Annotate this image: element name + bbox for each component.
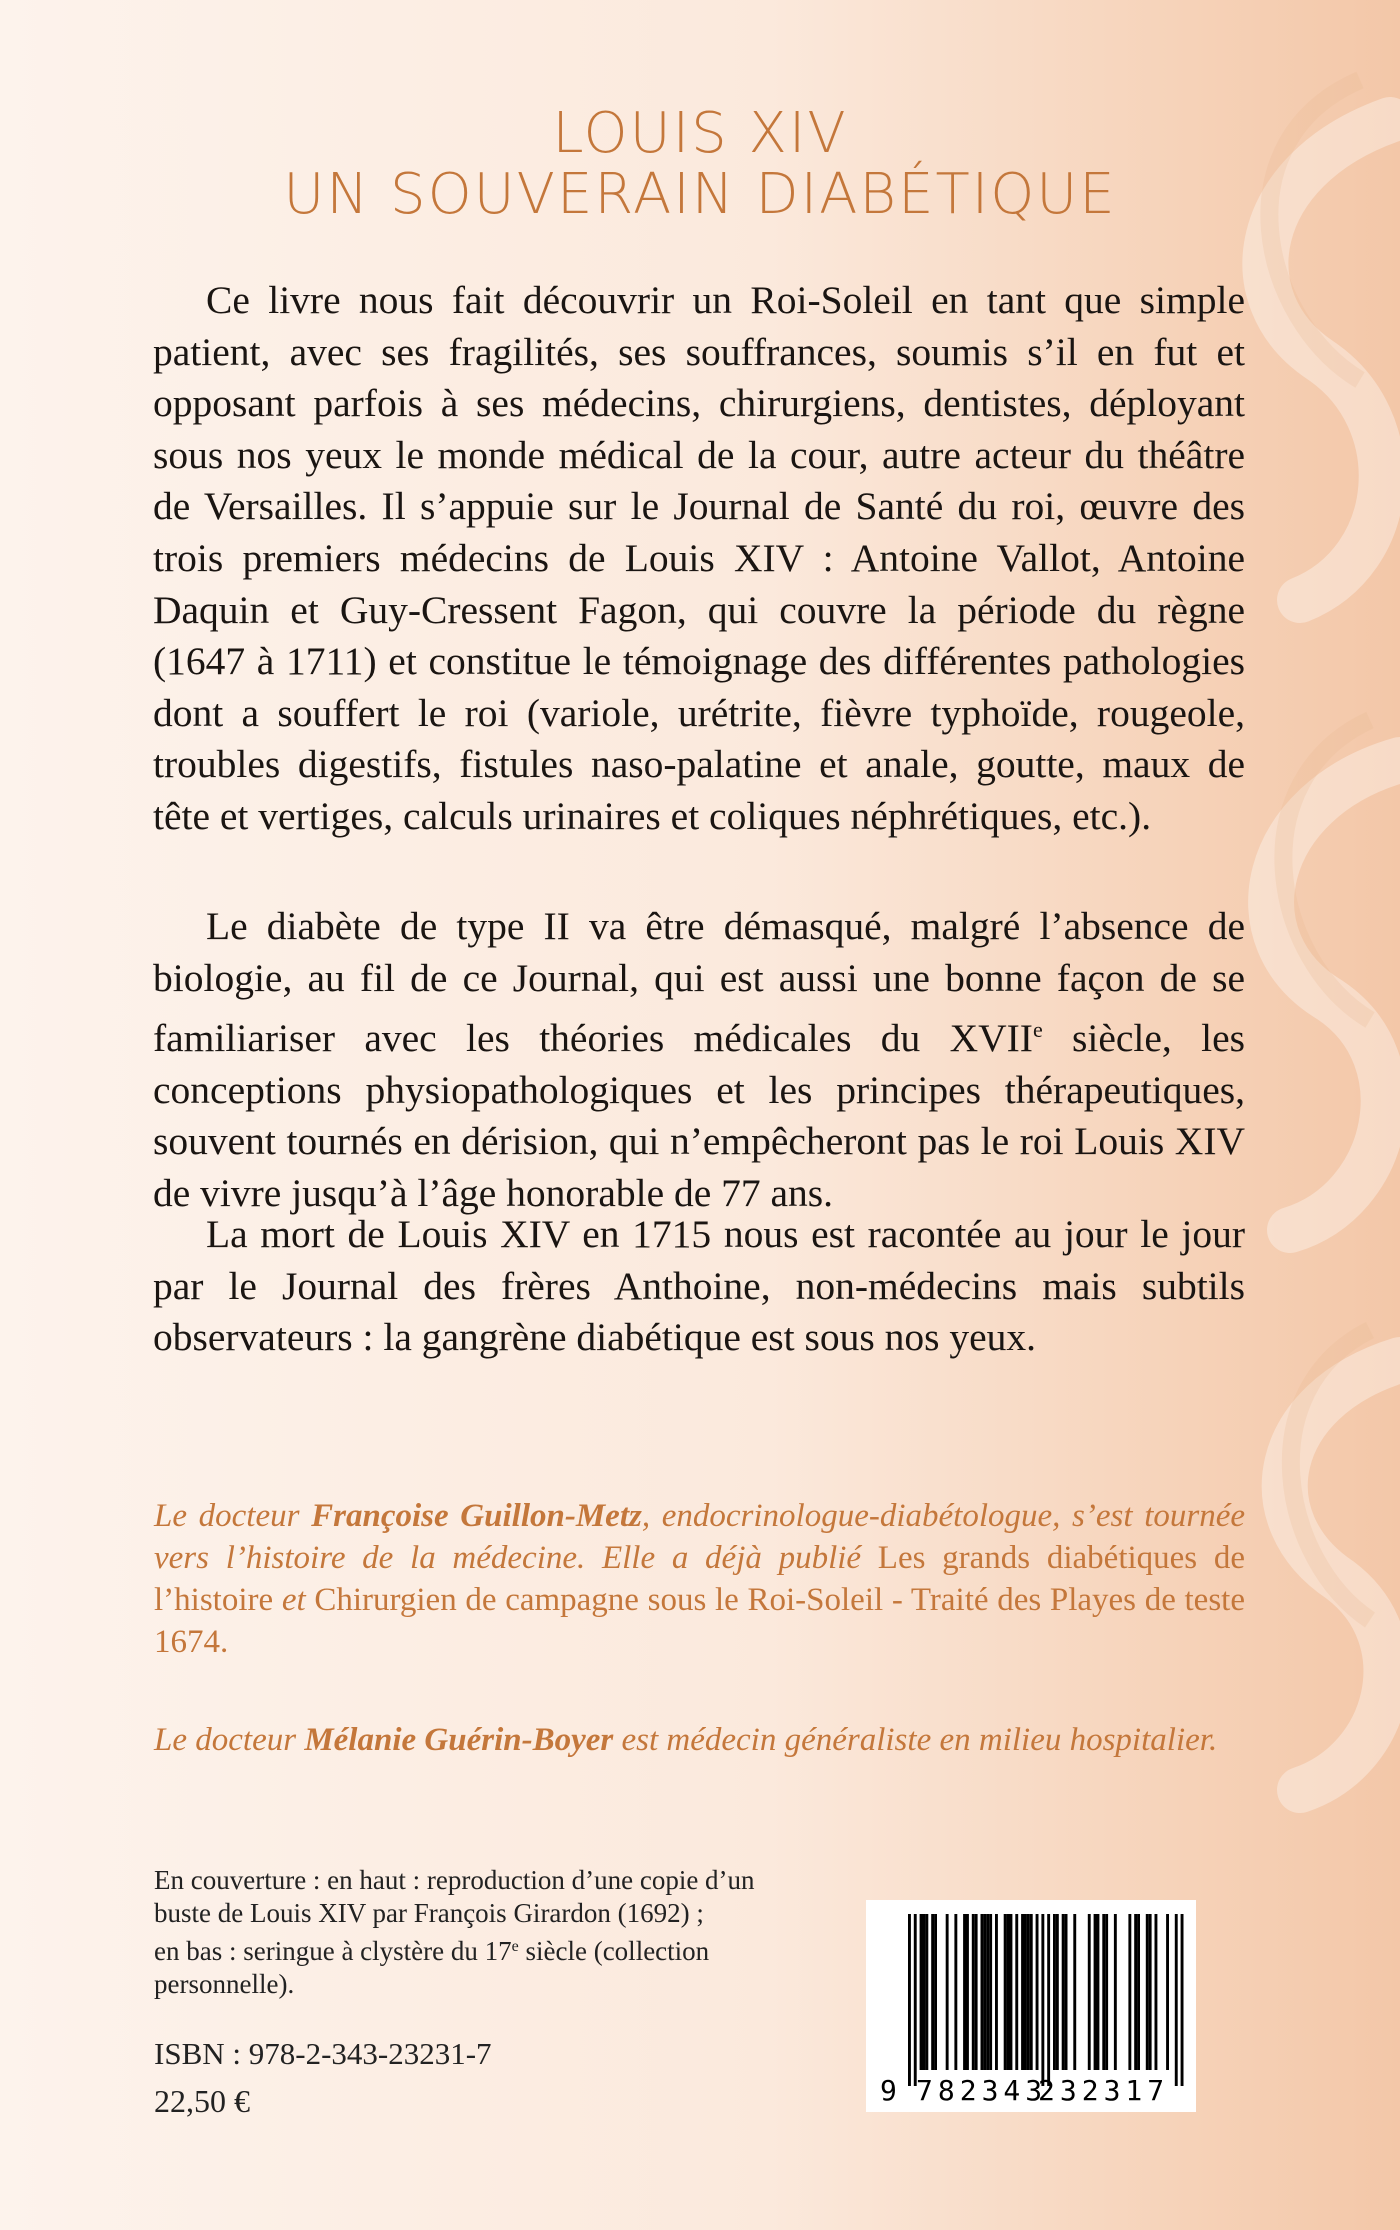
author-bio-2 bbox=[154, 1719, 1245, 1761]
synopsis-text-2 bbox=[153, 901, 1245, 1220]
barcode-bar bbox=[1053, 1914, 1056, 2070]
barcode-bar bbox=[1166, 1914, 1169, 2070]
bio1-prefix: Le docteur bbox=[154, 1498, 312, 1534]
bio2-prefix: Le docteur bbox=[154, 1722, 305, 1758]
synopsis-text-1: Ce livre nous fait découvrir un Roi-Soleil en tant que simple patient, avec ses fragilités, ses souffrances, soumis s’il en fut et opposant parfois à ses médecins, chirurgiens, dentistes, déployant sous nos yeux le monde médical de la cour, autre acteur du théâtre de Versailles. Il s’appuie sur le Journal de Santé du roi, œuvre des trois premiers médecins de Louis XIV : Antoine Vallot, Antoine Daquin et Guy-Cressent Fagon, qui couvre la période du règne (1647 à 1711) et constitue le témoignage des différentes pathologies dont a souffert le roi (variole, urétrite, fièvre typhoïde, rougeole, troubles digestifs, fistules naso-palatine et anale, goutte, maux de tête et vertiges, calculs urinaires et coliques néphrétiques, etc.). bbox=[153, 278, 1245, 838]
barcode-bar bbox=[1114, 1914, 1117, 2070]
barcode-bar bbox=[925, 1914, 928, 2070]
book-title-line-2: UN SOUVERAIN DIABÉTIQUE bbox=[283, 162, 1117, 227]
barcode-bar bbox=[1041, 1914, 1044, 2086]
barcode-bar bbox=[1047, 1914, 1050, 2086]
barcode-bar bbox=[1030, 1914, 1033, 2070]
barcode-digit-first: 9 bbox=[880, 2074, 897, 2107]
barcode-bar bbox=[1175, 1914, 1178, 2086]
barcode-bar bbox=[946, 1914, 949, 2070]
barcode-bar bbox=[1024, 1914, 1027, 2070]
cover-credit bbox=[154, 1864, 834, 2001]
barcode-bar bbox=[995, 1914, 998, 2070]
barcode-bar bbox=[1021, 1914, 1024, 2070]
barcode-bar bbox=[1056, 1914, 1059, 2070]
synopsis-paragraph-2 bbox=[153, 901, 1245, 1220]
barcode-bar bbox=[931, 1914, 934, 2070]
barcode-bar bbox=[989, 1914, 992, 2070]
book-title-ref-2: Chirurgien de campagne sous le Roi-Soleil - Traité des Playes de teste 1674 bbox=[154, 1582, 1245, 1660]
barcode-icon bbox=[866, 1900, 1196, 2112]
barcode-bar bbox=[954, 1914, 957, 2070]
barcode-bar bbox=[983, 1914, 986, 2070]
barcode-bar bbox=[1007, 1914, 1010, 2070]
author-name-2: Mélanie Guérin-Boyer bbox=[304, 1722, 614, 1758]
barcode-bar bbox=[1102, 1914, 1105, 2070]
barcode-bar bbox=[975, 1914, 978, 2070]
barcode-bar bbox=[1065, 1914, 1068, 2070]
book-title-line-1: LOUIS XIV bbox=[552, 101, 848, 166]
synopsis-text-2b: siècle, les conceptions physiopathologiques et les principes thérapeutiques, souvent tournés en dérision, qui n’empêcheront pas le roi Louis XIV de vivre jusqu’à l’âge honorable de 77 ans. bbox=[153, 1016, 1245, 1215]
author-name-1: Françoise Guillon-Metz bbox=[311, 1498, 642, 1534]
barcode-bar bbox=[972, 1914, 975, 2070]
barcode-bar bbox=[1088, 1914, 1091, 2070]
barcode-bar bbox=[966, 1914, 969, 2070]
book-title-ref-1: Les grands diabétiques de l’histoire bbox=[154, 1540, 1246, 1618]
barcode-bar bbox=[1036, 1914, 1039, 2070]
barcode-bar bbox=[1097, 1914, 1100, 2070]
barcode-bar bbox=[920, 1914, 923, 2070]
cover-credit-line-3b: siècle (collection bbox=[518, 1936, 710, 1966]
barcode-bar bbox=[1155, 1914, 1158, 2070]
barcode-bar bbox=[1094, 1914, 1097, 2070]
barcode-bar bbox=[963, 1914, 966, 2070]
barcode-bar bbox=[908, 1914, 911, 2086]
barcode-bar bbox=[1105, 1914, 1108, 2070]
barcode-bar bbox=[914, 1914, 917, 2086]
synopsis-text-2a: Le diabète de type II va être démasqué, malgré l’absence de biologie, au fil de ce Journal, qui est aussi une bonne façon de se familiariser avec les théories médicales du XVII bbox=[153, 904, 1245, 1061]
barcode-bar bbox=[934, 1914, 937, 2070]
synopsis-paragraph-3 bbox=[153, 1209, 1245, 1364]
bio1-end: . bbox=[220, 1624, 229, 1660]
barcode-bar bbox=[923, 1914, 926, 2070]
barcode-bar bbox=[1134, 1914, 1137, 2070]
barcode-bar bbox=[1137, 1914, 1140, 2070]
barcode-bar bbox=[1010, 1914, 1013, 2070]
synopsis-text-3: La mort de Louis XIV en 1715 nous est racontée au jour le jour par le Journal des frères Anthoine, non-médecins mais subtils observateurs : la gangrène diabétique est sous nos yeux. bbox=[153, 1212, 1245, 1360]
bio1-text: , endocrinologue-diabétologue, s’est tournée vers l’histoire de la médecine. Elle a déjà publié bbox=[154, 1498, 1245, 1576]
cover-credit-superscript: e bbox=[511, 1938, 519, 1955]
barcode-box bbox=[866, 1900, 1196, 2112]
price: 22,50 € bbox=[154, 2083, 250, 2119]
barcode-bar bbox=[1004, 1914, 1007, 2070]
barcode-bar bbox=[1062, 1914, 1065, 2070]
synopsis-paragraph-1 bbox=[153, 275, 1245, 843]
cover-credit-line-1: En couverture : en haut : reproduction d’une copie d’un bbox=[154, 1865, 755, 1895]
barcode-bar bbox=[1149, 1914, 1152, 2070]
barcode-bar bbox=[1027, 1914, 1030, 2070]
barcode-bar bbox=[981, 1914, 984, 2070]
author-bio-1 bbox=[154, 1495, 1245, 1663]
barcode-bar bbox=[986, 1914, 989, 2070]
barcode-bar bbox=[1146, 1914, 1149, 2070]
cover-credit-line-4: personnelle). bbox=[154, 1969, 295, 1999]
barcode-bar bbox=[1015, 1914, 1018, 2070]
bio2-text: est médecin généraliste en milieu hospitalier. bbox=[613, 1722, 1218, 1758]
barcode-bar bbox=[1181, 1914, 1184, 2086]
barcode-bar bbox=[1073, 1914, 1076, 2070]
isbn: ISBN : 978-2-343-23231-7 bbox=[154, 2036, 492, 2071]
cover-credit-line-3a: en bas : seringue à clystère du 17 bbox=[154, 1936, 512, 1966]
barcode-bar bbox=[1128, 1914, 1131, 2070]
cover-credit-line-3 bbox=[154, 1930, 834, 1968]
barcode-digits-left: 782343 bbox=[916, 2074, 1048, 2107]
bio1-conj: et bbox=[273, 1582, 315, 1618]
barcode-digits-right: 232317 bbox=[1038, 2074, 1170, 2107]
century-superscript: e bbox=[1032, 1017, 1043, 1043]
cover-credit-line-2: buste de Louis XIV par François Girardon (1692) ; bbox=[154, 1898, 704, 1928]
